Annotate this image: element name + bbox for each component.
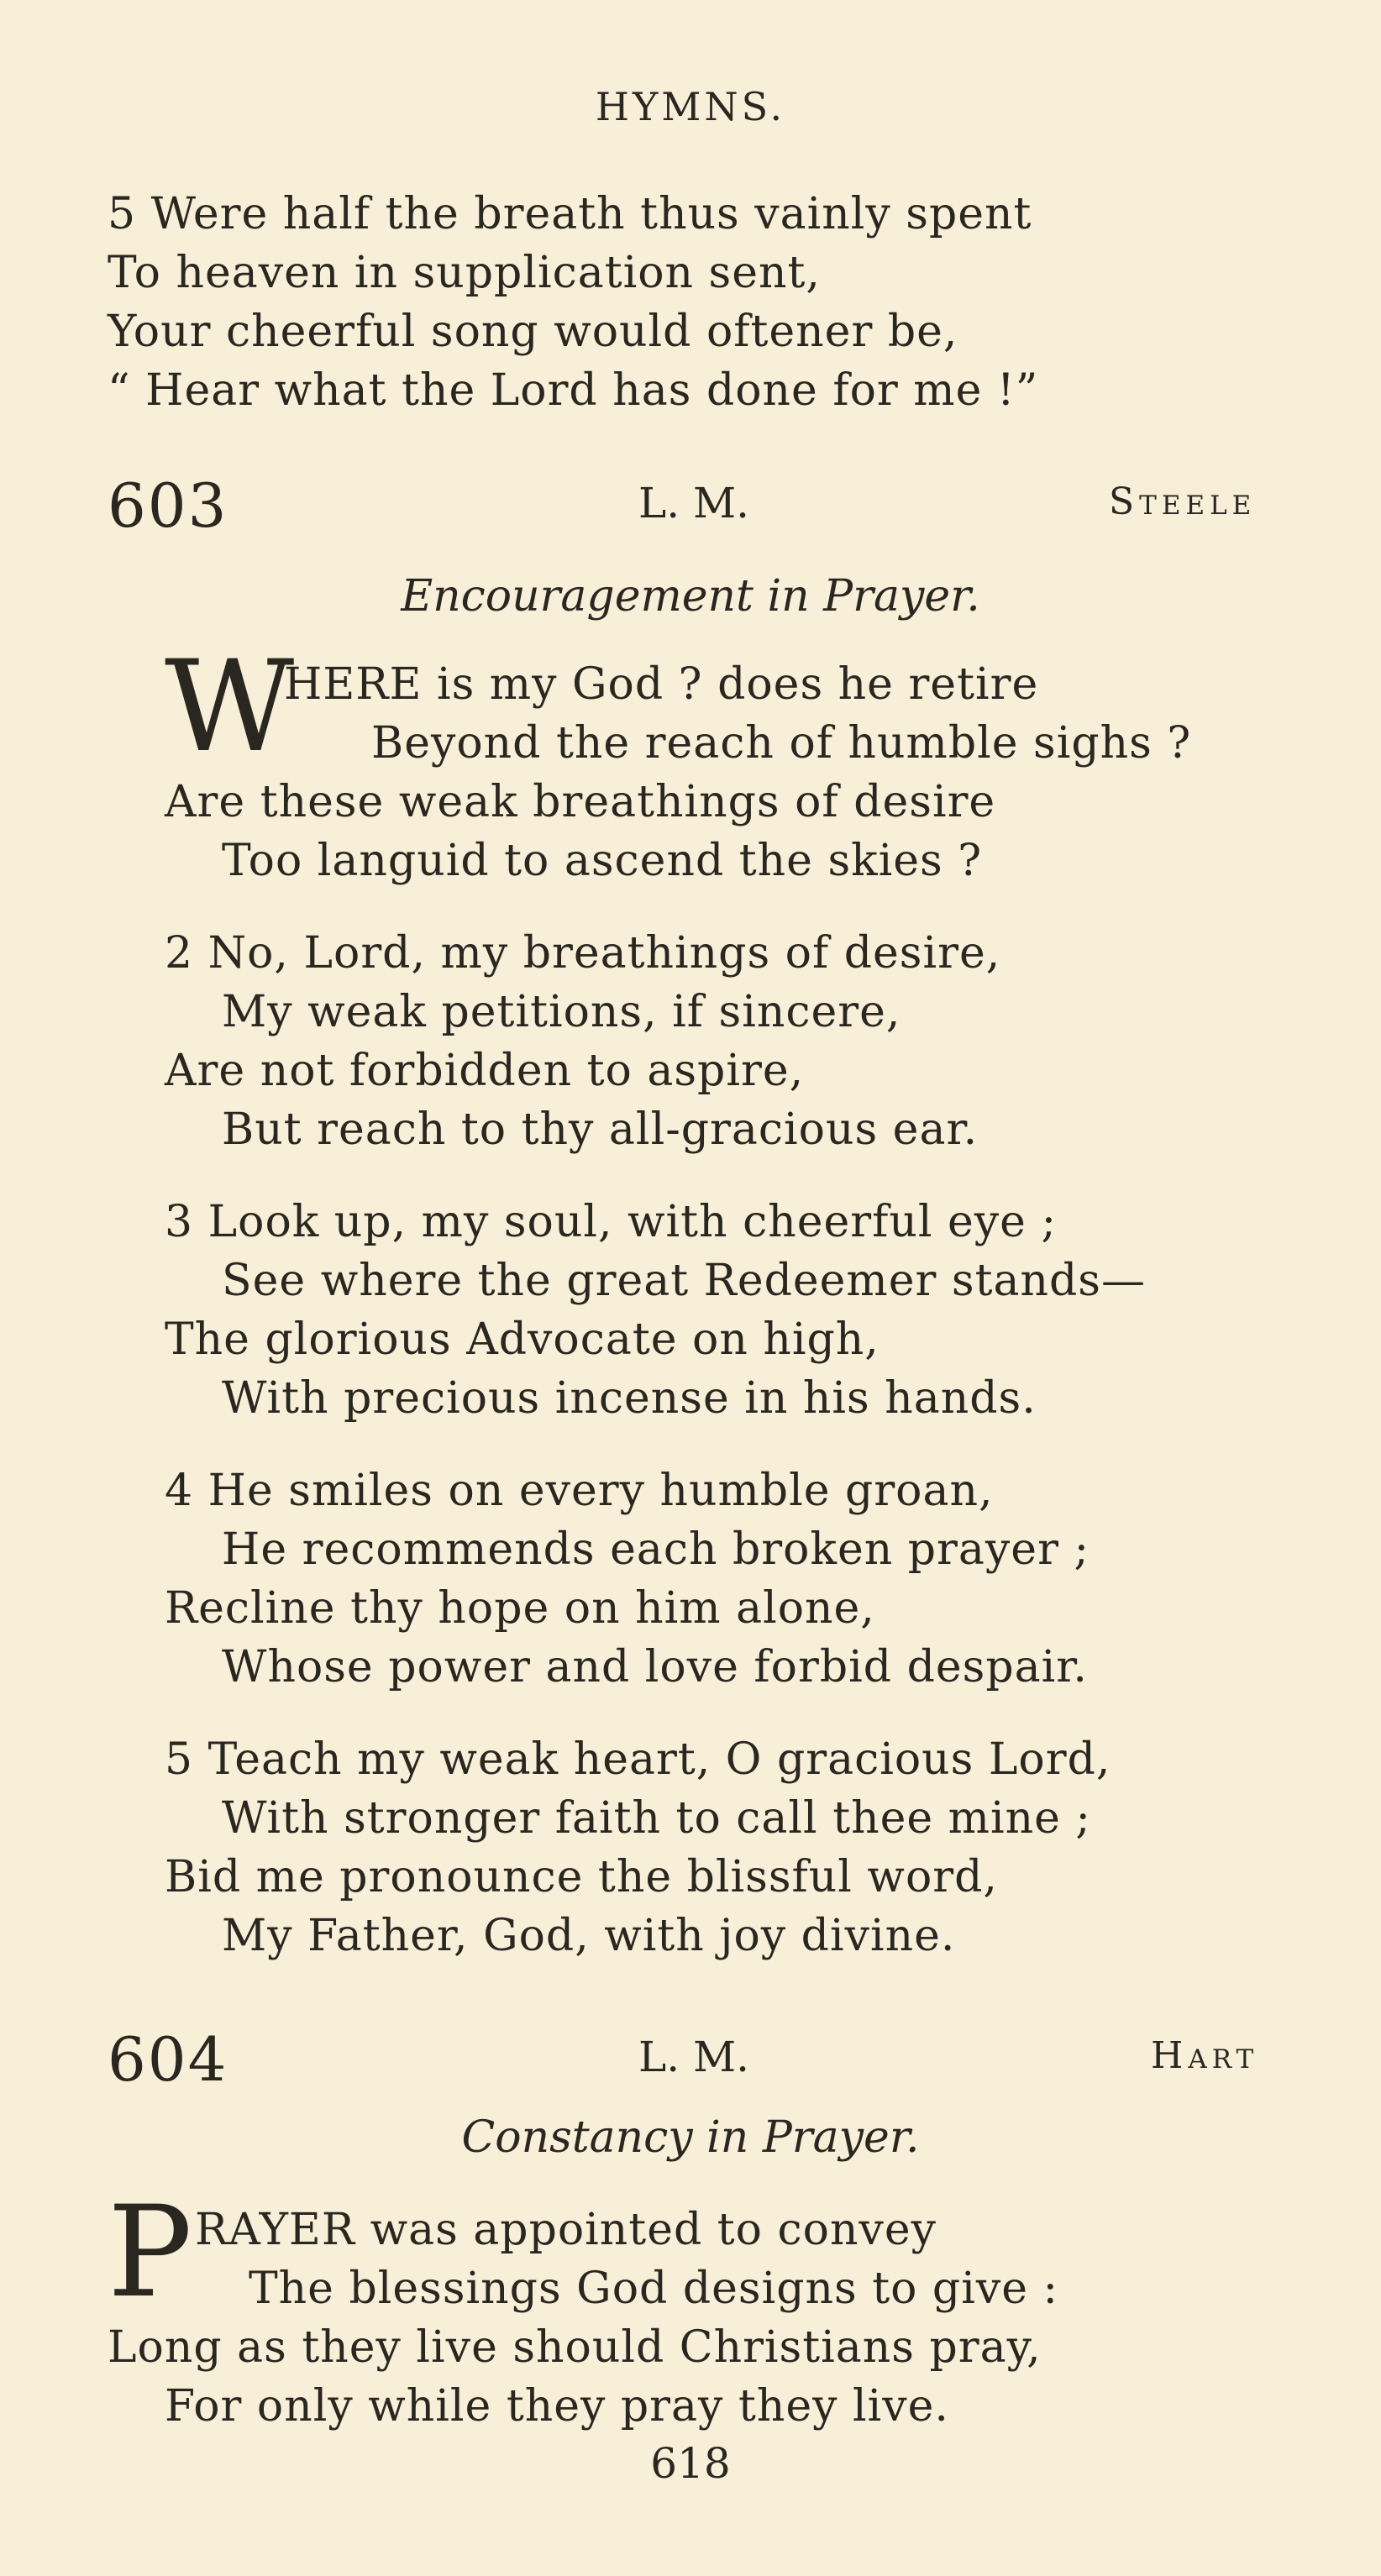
verse-line: But reach to thy all-gracious ear. (222, 1104, 979, 1155)
verse-line: To heaven in supplication sent, (108, 248, 821, 298)
verse-line: Beyond the reach of humble sighs ? (371, 718, 1192, 769)
hymn-603-title: Encouragement in Prayer. (401, 571, 980, 622)
verse-line: Long as they live should Christians pray, (108, 2322, 1042, 2373)
hymn-604-title: Constancy in Prayer. (461, 2112, 920, 2163)
running-head: HYMNS. (595, 84, 786, 129)
verse-line: Too languid to ascend the skies ? (222, 836, 983, 886)
drop-cap: P (108, 2180, 192, 2326)
hymn-number: 603 (108, 470, 228, 541)
verse-line: RAYER was appointed to convey (195, 2205, 937, 2255)
verse-line: With precious incense in his hands. (222, 1373, 1037, 1424)
verse-line: The glorious Advocate on high, (165, 1314, 880, 1365)
verse-line: Are not forbidden to aspire, (165, 1046, 805, 1096)
verse-line: With stronger faith to call thee mine ; (222, 1793, 1091, 1844)
verse-line: “ Hear what the Lord has done for me !” (108, 365, 1039, 416)
hymn-number: 604 (108, 2024, 228, 2095)
verse-line: 5 Were half the breath thus vainly spent (108, 189, 1032, 239)
verse-line: For only while they pray they live. (165, 2381, 949, 2432)
verse-line: Your cheerful song would oftener be, (108, 307, 958, 357)
verse-line: He recommends each broken prayer ; (222, 1524, 1090, 1575)
verse-line: 4 He smiles on every humble groan, (165, 1466, 994, 1516)
verse-line: Bid me pronounce the blissful word, (165, 1852, 998, 1902)
verse-line: HERE is my God ? does he retire (284, 659, 1039, 710)
page-number: 618 (650, 2439, 731, 2488)
hymn-603-header (0, 470, 1381, 546)
verse-line: My weak petitions, if sincere, (222, 987, 901, 1037)
verse-line: See where the great Redeemer stands— (222, 1256, 1146, 1306)
hymn-604-header (0, 2024, 1381, 2100)
verse-line: Recline thy hope on him alone, (165, 1583, 875, 1634)
hymn-meter: L. M. (638, 2033, 750, 2081)
hymn-meter: L. M. (638, 479, 750, 527)
verse-line: 3 Look up, my soul, with cheerful eye ; (165, 1197, 1057, 1247)
verse-line: Whose power and love forbid despair. (222, 1642, 1088, 1692)
hymn-author: Hart (1151, 2034, 1259, 2077)
drop-cap: W (165, 634, 295, 780)
verse-line: My Father, God, with joy divine. (222, 1911, 956, 1961)
verse-line: 2 No, Lord, my breathings of desire, (165, 928, 1001, 978)
hymn-author: Steele (1109, 480, 1257, 523)
verse-line: Are these weak breathings of desire (165, 777, 996, 827)
verse-line: 5 Teach my weak heart, O gracious Lord, (165, 1734, 1111, 1785)
verse-line: The blessings God designs to give : (249, 2264, 1059, 2314)
